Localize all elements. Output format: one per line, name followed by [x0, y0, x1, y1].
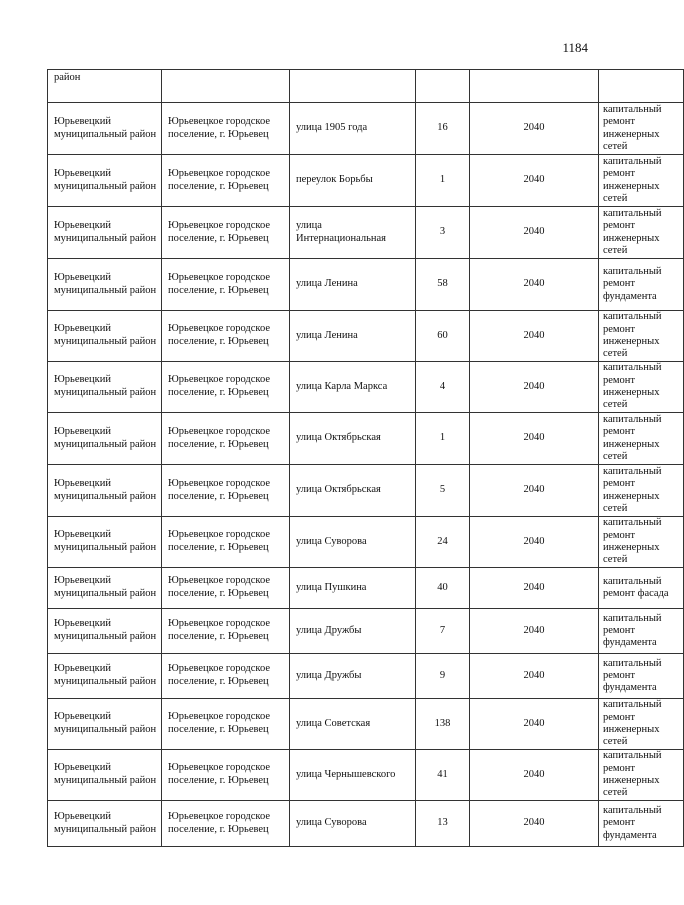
year-cell: 2040 [470, 311, 599, 362]
settlement-cell: Юрьевецкое городское поселение, г. Юрьевец [162, 259, 290, 311]
house-cell: 60 [416, 311, 470, 362]
work-cell: капитальный ремонт инженерных сетей [599, 750, 684, 801]
year-cell: 2040 [470, 517, 599, 568]
table-row [48, 155, 684, 207]
street-cell: улица Суворова [290, 517, 416, 568]
street-cell: улица Суворова [290, 801, 416, 847]
house-cell [416, 70, 470, 103]
work-cell: капитальный ремонт инженерных сетей [599, 465, 684, 517]
table-row [48, 413, 684, 465]
street-cell: улица Октябрьская [290, 465, 416, 517]
street-cell: улица Чернышевского [290, 750, 416, 801]
house-cell: 7 [416, 609, 470, 654]
house-cell: 4 [416, 362, 470, 413]
district-cell: Юрьевецкий муниципальный район [48, 654, 162, 699]
settlement-cell: Юрьевецкое городское поселение, г. Юрьевец [162, 362, 290, 413]
work-cell: капитальный ремонт инженерных сетей [599, 311, 684, 362]
house-cell: 3 [416, 207, 470, 259]
work-cell: капитальный ремонт фасада [599, 568, 684, 609]
street-cell: улица Советская [290, 699, 416, 750]
district-cell: Юрьевецкий муниципальный район [48, 362, 162, 413]
district-cell: Юрьевецкий муниципальный район [48, 517, 162, 568]
settlement-cell: Юрьевецкое городское поселение, г. Юрьевец [162, 609, 290, 654]
work-cell: капитальный ремонт инженерных сетей [599, 155, 684, 207]
district-cell: Юрьевецкий муниципальный район [48, 750, 162, 801]
year-cell: 2040 [470, 465, 599, 517]
district-cell: Юрьевецкий муниципальный район [48, 103, 162, 155]
table-row [48, 568, 684, 609]
street-cell: улица Пушкина [290, 568, 416, 609]
settlement-cell: Юрьевецкое городское поселение, г. Юрьевец [162, 465, 290, 517]
settlement-cell: Юрьевецкое городское поселение, г. Юрьевец [162, 207, 290, 259]
work-cell: капитальный ремонт фундамента [599, 609, 684, 654]
year-cell: 2040 [470, 609, 599, 654]
street-cell: улица Ленина [290, 259, 416, 311]
work-cell: капитальный ремонт фундамента [599, 259, 684, 311]
work-cell: капитальный ремонт инженерных сетей [599, 103, 684, 155]
year-cell: 2040 [470, 750, 599, 801]
settlement-cell: Юрьевецкое городское поселение, г. Юрьевец [162, 801, 290, 847]
table-row [48, 103, 684, 155]
work-cell: капитальный ремонт инженерных сетей [599, 413, 684, 465]
district-cell: Юрьевецкий муниципальный район [48, 568, 162, 609]
table-row [48, 801, 684, 847]
work-cell: капитальный ремонт инженерных сетей [599, 207, 684, 259]
district-cell: Юрьевецкий муниципальный район [48, 609, 162, 654]
settlement-cell [162, 70, 290, 103]
work-cell: капитальный ремонт инженерных сетей [599, 699, 684, 750]
house-cell: 13 [416, 801, 470, 847]
year-cell: 2040 [470, 801, 599, 847]
table-row [48, 654, 684, 699]
house-cell: 1 [416, 413, 470, 465]
street-cell: улица Октябрьская [290, 413, 416, 465]
repair-schedule-table [47, 69, 684, 847]
house-cell: 5 [416, 465, 470, 517]
continuation-row [48, 70, 684, 103]
year-cell: 2040 [470, 362, 599, 413]
year-cell: 2040 [470, 568, 599, 609]
district-cell: Юрьевецкий муниципальный район [48, 413, 162, 465]
work-cell: капитальный ремонт инженерных сетей [599, 517, 684, 568]
district-cell: Юрьевецкий муниципальный район [48, 259, 162, 311]
settlement-cell: Юрьевецкое городское поселение, г. Юрьевец [162, 750, 290, 801]
year-cell: 2040 [470, 699, 599, 750]
table-row [48, 362, 684, 413]
house-cell: 40 [416, 568, 470, 609]
table-row [48, 465, 684, 517]
settlement-cell: Юрьевецкое городское поселение, г. Юрьевец [162, 568, 290, 609]
settlement-cell: Юрьевецкое городское поселение, г. Юрьевец [162, 654, 290, 699]
work-cell: капитальный ремонт фундамента [599, 801, 684, 847]
house-cell: 58 [416, 259, 470, 311]
house-cell: 1 [416, 155, 470, 207]
year-cell: 2040 [470, 207, 599, 259]
settlement-cell: Юрьевецкое городское поселение, г. Юрьевец [162, 699, 290, 750]
district-cell: район [48, 70, 162, 103]
table-row [48, 517, 684, 568]
work-cell: капитальный ремонт инженерных сетей [599, 362, 684, 413]
table-row [48, 311, 684, 362]
table-row [48, 699, 684, 750]
house-cell: 24 [416, 517, 470, 568]
district-cell: Юрьевецкий муниципальный район [48, 801, 162, 847]
settlement-cell: Юрьевецкое городское поселение, г. Юрьевец [162, 517, 290, 568]
settlement-cell: Юрьевецкое городское поселение, г. Юрьевец [162, 413, 290, 465]
year-cell: 2040 [470, 155, 599, 207]
settlement-cell: Юрьевецкое городское поселение, г. Юрьевец [162, 103, 290, 155]
settlement-cell: Юрьевецкое городское поселение, г. Юрьевец [162, 155, 290, 207]
year-cell: 2040 [470, 413, 599, 465]
street-cell: улица Карла Маркса [290, 362, 416, 413]
street-cell: улица Ленина [290, 311, 416, 362]
street-cell: улица Интернациональная [290, 207, 416, 259]
house-cell: 138 [416, 699, 470, 750]
table-row [48, 609, 684, 654]
house-cell: 9 [416, 654, 470, 699]
house-cell: 41 [416, 750, 470, 801]
street-cell [290, 70, 416, 103]
street-cell: улица Дружбы [290, 654, 416, 699]
district-cell: Юрьевецкий муниципальный район [48, 207, 162, 259]
table-row [48, 750, 684, 801]
district-cell: Юрьевецкий муниципальный район [48, 465, 162, 517]
district-cell: Юрьевецкий муниципальный район [48, 699, 162, 750]
work-cell: капитальный ремонт фундамента [599, 654, 684, 699]
table-row [48, 207, 684, 259]
table-body [48, 70, 684, 847]
district-cell: Юрьевецкий муниципальный район [48, 155, 162, 207]
year-cell: 2040 [470, 654, 599, 699]
district-cell: Юрьевецкий муниципальный район [48, 311, 162, 362]
year-cell [470, 70, 599, 103]
street-cell: переулок Борьбы [290, 155, 416, 207]
street-cell: улица 1905 года [290, 103, 416, 155]
year-cell: 2040 [470, 103, 599, 155]
street-cell: улица Дружбы [290, 609, 416, 654]
work-cell [599, 70, 684, 103]
table-row [48, 259, 684, 311]
settlement-cell: Юрьевецкое городское поселение, г. Юрьевец [162, 311, 290, 362]
page-number: 1184 [562, 40, 588, 55]
house-cell: 16 [416, 103, 470, 155]
year-cell: 2040 [470, 259, 599, 311]
